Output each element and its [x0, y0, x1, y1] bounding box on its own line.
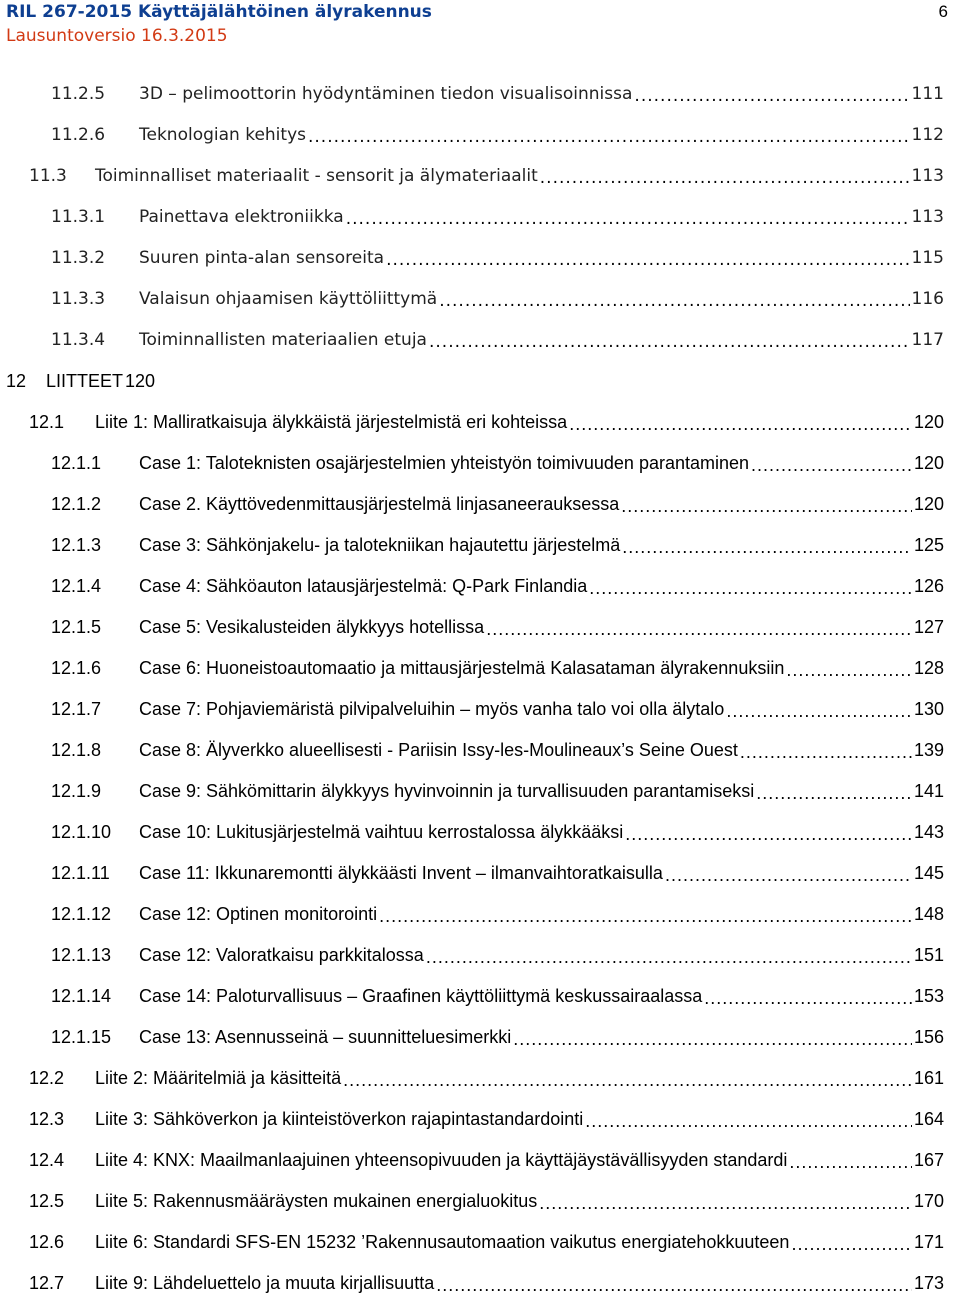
toc-leader: [622, 537, 912, 558]
toc-number: 12.1.13: [51, 944, 112, 965]
toc-leader: [486, 619, 912, 640]
toc-title: Liite 9: Lähdeluettelo ja muuta kirjallisuutta: [95, 1272, 435, 1293]
toc-page: 148: [913, 903, 944, 924]
toc-title: Case 13: Asennusseinä – suunnitteluesimerkki: [139, 1026, 512, 1047]
toc-title: 3D – pelimoottorin hyödyntäminen tiedon visualisoinnissa: [139, 84, 633, 104]
toc-leader: [429, 332, 910, 352]
toc-title: Case 7: Pohjaviemäristä pilvipalveluihin – myös vanha talo voi olla älytalo: [139, 698, 725, 719]
toc-leader: [439, 291, 909, 311]
toc-number: 12.1.3: [51, 534, 102, 555]
toc-entry[interactable]: [0, 812, 944, 852]
toc-number: 12.2: [29, 1067, 65, 1088]
toc-leader: [726, 701, 912, 722]
toc-entry[interactable]: [0, 484, 944, 524]
toc-entry[interactable]: [0, 525, 944, 565]
toc-page: 120: [913, 493, 944, 514]
toc-title: Liite 1: Malliratkaisuja älykkäistä järjestelmistä eri kohteissa: [95, 411, 568, 432]
toc-number: 12.1: [29, 411, 65, 432]
toc-number: 12.3: [29, 1108, 65, 1129]
toc-title: Case 10: Lukitusjärjestelmä vaihtuu kerrostalossa älykkääksi: [139, 821, 624, 842]
toc-leader: [379, 906, 912, 927]
toc-title: Case 3: Sähkönjakelu- ja talotekniikan hajautettu järjestelmä: [139, 534, 621, 555]
toc-title: Suuren pinta-alan sensoreita: [139, 248, 385, 268]
toc-title: Liite 4: KNX: Maailmanlaajuinen yhteensopivuuden ja käyttäjäystävällisyyden standardi: [95, 1149, 788, 1170]
toc-page: 127: [913, 616, 944, 637]
toc-leader: [540, 168, 910, 188]
toc-entry[interactable]: [0, 771, 944, 811]
toc-number: 12.1.7: [51, 698, 102, 719]
toc-entry[interactable]: [0, 894, 944, 934]
toc-title: Case 12: Optinen monitorointi: [139, 903, 378, 924]
toc-page: 113: [911, 207, 944, 227]
toc-title: Painettava elektroniikka: [139, 207, 344, 227]
toc-number: 11.3.3: [51, 289, 106, 309]
toc-title: Case 11: Ikkunaremontti älykkäästi Invent – ilmanvaihtoratkaisulla: [139, 862, 663, 883]
toc-number: 12.1.10: [51, 821, 112, 842]
toc-title: Case 2. Käyttövedenmittausjärjestelmä linjasaneerauksessa: [139, 493, 620, 514]
toc-title: Toiminnallisten materiaalien etuja: [139, 330, 427, 350]
toc-page: 156: [913, 1026, 944, 1047]
toc-leader: [386, 250, 909, 270]
toc-entry[interactable]: [0, 238, 944, 278]
toc-leader: [426, 947, 912, 968]
toc-number: 12.1.12: [51, 903, 112, 924]
toc-title: Valaisun ohjaamisen käyttöliittymä: [139, 289, 438, 309]
toc-entry[interactable]: [0, 156, 944, 196]
toc-title: Case 5: Vesikalusteiden älykkyys hotellissa: [139, 616, 485, 637]
toc-number: 12.5: [29, 1190, 65, 1211]
toc-number: 12.1.1: [51, 452, 102, 473]
toc-page: 125: [913, 534, 944, 555]
toc-page: 113: [911, 166, 944, 186]
toc-title: Liite 6: Standardi SFS-EN 15232 ’Rakennusautomaation vaikutus energiatehokkuuteen: [95, 1231, 790, 1252]
toc-entry[interactable]: [0, 976, 944, 1016]
toc-title: Liite 2: Määritelmiä ja käsitteitä: [95, 1067, 342, 1088]
toc-number: 12.1.8: [51, 739, 102, 760]
toc-number: 12: [6, 370, 27, 391]
toc-page: 126: [913, 575, 944, 596]
toc-number: 12.1.6: [51, 657, 102, 678]
document-title: RIL 267-2015 Käyttäjälähtöinen älyrakennus: [6, 2, 432, 22]
toc-number: 12.6: [29, 1231, 65, 1252]
toc-leader: [751, 455, 912, 476]
page-header: [6, 0, 954, 48]
toc-number: 12.1.14: [51, 985, 112, 1006]
toc-page: 141: [913, 780, 944, 801]
toc-page: 130: [913, 698, 944, 719]
toc-number: 12.4: [29, 1149, 65, 1170]
page-number: 6: [938, 2, 948, 21]
toc-leader: [589, 578, 912, 599]
toc-leader: [740, 742, 912, 763]
toc-leader: [513, 1029, 912, 1050]
toc-leader: [789, 1152, 912, 1173]
toc-page: 120: [125, 370, 156, 391]
toc-leader: [756, 783, 912, 804]
toc-entry[interactable]: [0, 1263, 944, 1303]
toc-page: 164: [913, 1108, 944, 1129]
toc-entry[interactable]: [0, 320, 944, 360]
toc-entry[interactable]: [0, 935, 944, 975]
toc-page: 111: [911, 84, 944, 104]
toc-page: 151: [913, 944, 944, 965]
toc-entry[interactable]: [0, 730, 944, 770]
toc-entry[interactable]: [0, 648, 944, 688]
toc-number: 12.1.15: [51, 1026, 112, 1047]
toc-number: 12.1.2: [51, 493, 102, 514]
toc-page: 161: [913, 1067, 944, 1088]
toc-page: 145: [913, 862, 944, 883]
toc-entry[interactable]: [0, 689, 944, 729]
toc-page: 167: [913, 1149, 944, 1170]
toc-entry[interactable]: [0, 197, 944, 237]
toc-number: 12.1.4: [51, 575, 102, 596]
toc-page: 173: [913, 1272, 944, 1293]
toc-leader: [585, 1111, 912, 1132]
toc-leader: [665, 865, 912, 886]
toc-leader: [621, 496, 912, 517]
toc-title: Case 8: Älyverkko alueellisesti - Pariisin Issy-les-Moulineaux’s Seine Ouest: [139, 739, 738, 760]
toc-entry[interactable]: [0, 1099, 944, 1139]
toc-page: 120: [913, 411, 944, 432]
toc-entry[interactable]: [0, 1058, 944, 1098]
toc-leader: [634, 86, 909, 106]
toc-entry[interactable]: [0, 853, 944, 893]
toc-entry[interactable]: [0, 1222, 944, 1262]
toc-number: 11.3.4: [51, 330, 106, 350]
toc-title: Toiminnalliset materiaalit - sensorit ja älymateriaalit: [95, 166, 538, 186]
toc-title: Case 1: Taloteknisten osajärjestelmien yhteistyön toimivuuden parantaminen: [139, 452, 750, 473]
toc-entry[interactable]: [0, 279, 944, 319]
toc-title: Case 9: Sähkömittarin älykkyys hyvinvoinnin ja turvallisuuden parantamiseksi: [139, 780, 755, 801]
toc-entry[interactable]: [0, 402, 944, 442]
toc-number: 12.1.11: [51, 862, 110, 883]
toc-page: 115: [911, 248, 944, 268]
toc-page: 153: [913, 985, 944, 1006]
toc-page: 171: [913, 1231, 944, 1252]
toc-title: Liite 5: Rakennusmääräysten mukainen energialuokitus: [95, 1190, 538, 1211]
toc-title: Teknologian kehitys: [139, 125, 306, 145]
toc-leader: [346, 209, 910, 229]
toc-leader: [569, 414, 912, 435]
toc-number: 11.2.6: [51, 125, 106, 145]
toc-number: 12.1.5: [51, 616, 102, 637]
toc-entry[interactable]: [0, 1140, 944, 1180]
toc-page: 112: [911, 125, 944, 145]
toc-entry[interactable]: [0, 566, 944, 606]
toc-number: 11.3.1: [51, 207, 106, 227]
toc-title: LIITTEET: [46, 370, 124, 391]
toc-leader: [786, 660, 912, 681]
toc-page: 117: [911, 330, 944, 350]
toc-leader: [791, 1234, 912, 1255]
toc-leader: [539, 1193, 912, 1214]
toc-entry[interactable]: [0, 1181, 944, 1221]
toc-page: 116: [911, 289, 944, 309]
toc-entry[interactable]: [0, 115, 944, 155]
toc-title: Liite 3: Sähköverkon ja kiinteistöverkon rajapintastandardointi: [95, 1108, 584, 1129]
toc-leader: [436, 1275, 912, 1296]
toc-title: Case 14: Paloturvallisuus – Graafinen käyttöliittymä keskussairaalassa: [139, 985, 703, 1006]
toc-number: 11.3: [29, 166, 67, 186]
toc-entry[interactable]: [0, 607, 944, 647]
toc-entry[interactable]: [0, 443, 944, 483]
toc-title: Case 12: Valoratkaisu parkkitalossa: [139, 944, 424, 965]
toc-entry[interactable]: [0, 1017, 944, 1057]
toc-number: 12.7: [29, 1272, 65, 1293]
toc-leader: [308, 127, 910, 147]
toc-page: 139: [913, 739, 944, 760]
toc-page: 143: [913, 821, 944, 842]
toc-number: 11.3.2: [51, 248, 106, 268]
document-version: Lausuntoversio 16.3.2015: [6, 26, 228, 46]
toc-leader: [343, 1070, 912, 1091]
toc-title: Case 4: Sähköauton latausjärjestelmä: Q-Park Finlandia: [139, 575, 588, 596]
toc-leader: [625, 824, 912, 845]
toc-leader: [704, 988, 912, 1009]
toc-entry[interactable]: [0, 361, 944, 401]
toc-number: 12.1.9: [51, 780, 102, 801]
toc-page: 170: [913, 1190, 944, 1211]
toc-title: Case 6: Huoneistoautomaatio ja mittausjärjestelmä Kalasataman älyrakennuksiin: [139, 657, 785, 678]
toc-page: 120: [913, 452, 944, 473]
toc-entry[interactable]: [0, 74, 944, 114]
toc-page: 128: [913, 657, 944, 678]
toc-number: 11.2.5: [51, 84, 106, 104]
